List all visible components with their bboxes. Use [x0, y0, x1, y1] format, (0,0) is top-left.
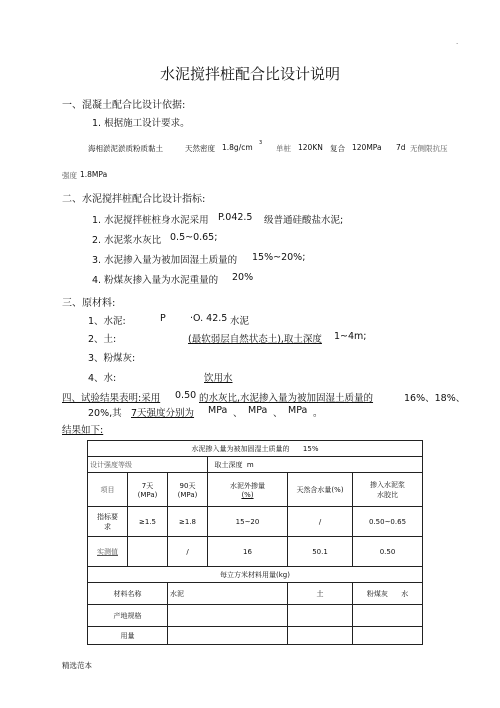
result-mpa1: MPa — [208, 405, 228, 416]
req-cement: 15~20 — [208, 507, 288, 537]
measured-moisture: 50.1 — [288, 537, 353, 567]
origin-cement — [168, 605, 288, 627]
material2-desc: (最软弱层自然状态土),取土深度 — [188, 334, 322, 345]
cement-dosage-header: 水泥外掺量 (%) — [208, 473, 288, 507]
result-desc: 的水灰比,水泥掺入量为被加固湿土质量的 — [199, 393, 374, 404]
origin-soil — [288, 605, 353, 627]
material1-grade: ·O. 42.5 — [190, 313, 228, 324]
dosage-label: 用量 — [88, 627, 168, 645]
material3-label: 3、粉煤灰: — [88, 353, 136, 364]
table-row — [88, 457, 423, 473]
req-90d: ≥1.8 — [168, 507, 208, 537]
measured-90d: / — [168, 537, 208, 567]
table-row — [88, 441, 423, 457]
measured-label: 实测值 — [88, 537, 128, 567]
material1-label: 1、水泥: — [88, 316, 126, 327]
day7-header: 7天 (MPa) — [128, 473, 168, 507]
spec-composite-label: 复合 — [330, 144, 345, 153]
material-flyash-water: 粉煤灰 水 — [353, 583, 423, 605]
material2-depth: 1~4m; — [334, 331, 367, 342]
table-row — [88, 567, 423, 583]
dosage-cement — [168, 627, 288, 645]
spec-density-label: 天然密度 — [185, 144, 215, 153]
corner-dot: · — [456, 40, 459, 48]
spec-ucs: 无侧限抗压 — [410, 144, 448, 153]
footer-label: 精选范本 — [62, 661, 92, 670]
table-row — [88, 627, 423, 645]
document-title: 水泥搅拌桩配合比设计说明 — [159, 65, 340, 83]
result-ratio: 0.50 — [175, 390, 197, 401]
index2-text: 2. 水泥浆水灰比 — [92, 235, 162, 246]
material2-label: 2、土: — [88, 334, 117, 345]
index4-text: 4. 粉煤灰掺入量为水泥重量的 — [92, 275, 219, 286]
result-follows: 结果如下: — [62, 425, 104, 436]
material1-cement: 水泥 — [230, 316, 250, 327]
index4-value: 20% — [232, 272, 254, 283]
measured-7d — [128, 537, 168, 567]
result-strength: 7天强度分别为 — [131, 408, 195, 419]
spec-7d: 7d — [396, 143, 406, 152]
design-grade-cell: 设计强度等级 — [88, 457, 208, 473]
material-soil: 土 — [288, 583, 353, 605]
result-sep2: 、 — [273, 408, 283, 419]
result-mpa2: MPa — [248, 405, 268, 416]
material-cement: 水泥 — [168, 583, 288, 605]
req-ratio: 0.50~0.65 — [353, 507, 423, 537]
req-7d: ≥1.5 — [128, 507, 168, 537]
spec-cont-value: 1.8MPa — [80, 170, 108, 179]
dosage-other — [353, 627, 423, 645]
index1-cement: 级普通硅酸盐水泥; — [264, 215, 344, 226]
sampling-depth-cell: 取土深度 m — [208, 457, 423, 473]
result-table — [87, 440, 423, 645]
table-row — [88, 507, 423, 537]
section1-item1: 1. 根据施工设计要求。 — [92, 118, 190, 129]
table-row — [88, 605, 423, 627]
day90-header: 90天 (MPa) — [168, 473, 208, 507]
measured-cement: 16 — [208, 537, 288, 567]
material4-water: 饮用水 — [204, 373, 233, 384]
result-intro: 四、试验结果表明:采用 — [62, 393, 161, 404]
index3-text: 3. 水泥掺入量为被加固湿土质量的 — [92, 255, 238, 266]
table-row — [88, 473, 423, 507]
item-header: 项目 — [88, 473, 128, 507]
material4-label: 4、水: — [88, 373, 117, 384]
section1-heading: 一、混凝土配合比设计依据: — [62, 100, 186, 111]
spec-single-label: 单桩 — [276, 144, 291, 153]
spec-density-value: 1.8g/cm — [222, 143, 253, 152]
spec-single-value: 120KN — [298, 143, 323, 152]
spec-soil: 海相淤泥淤质粉质黏土 — [88, 144, 163, 153]
moisture-header: 天然含水量(%) — [288, 473, 353, 507]
index3-value: 15%~20%; — [252, 252, 306, 263]
material-name-label: 材料名称 — [88, 583, 168, 605]
material-usage-header: 每立方米材料用量(kg) — [88, 567, 423, 583]
cement-content-header: 水泥掺入量为被加固湿土质量的 15% — [88, 441, 423, 457]
index1-text: 1. 水泥搅拌桩桩身水泥采用 — [92, 215, 209, 226]
origin-other — [353, 605, 423, 627]
table-row — [88, 583, 423, 605]
req-moisture: / — [288, 507, 353, 537]
spec-density-sup: 3 — [259, 140, 263, 146]
table-row — [88, 537, 423, 567]
material1-p: P — [160, 313, 166, 324]
spec-composite-value: 120MPa — [352, 143, 382, 152]
result-20: 20%,其 — [88, 408, 122, 419]
ratio-header: 掺入水泥浆 水胶比 — [353, 473, 423, 507]
result-mpa3: MPa — [288, 405, 308, 416]
result-sep1: 、 — [233, 408, 243, 419]
section2-heading: 二、水泥搅拌桩配合比设计指标: — [62, 194, 206, 205]
section3-heading: 三、原材料: — [62, 298, 116, 309]
index2-value: 0.5~0.65; — [170, 232, 218, 243]
result-end: 。 — [313, 408, 323, 419]
index1-grade: P.042.5 — [218, 212, 253, 223]
result-percents: 16%、18%、 — [404, 393, 466, 404]
spec-cont-label: 强度 — [62, 171, 77, 180]
requirement-label: 指标要 求 — [88, 507, 128, 537]
origin-spec-label: 产地规格 — [88, 605, 168, 627]
dosage-soil — [288, 627, 353, 645]
measured-ratio: 0.50 — [353, 537, 423, 567]
